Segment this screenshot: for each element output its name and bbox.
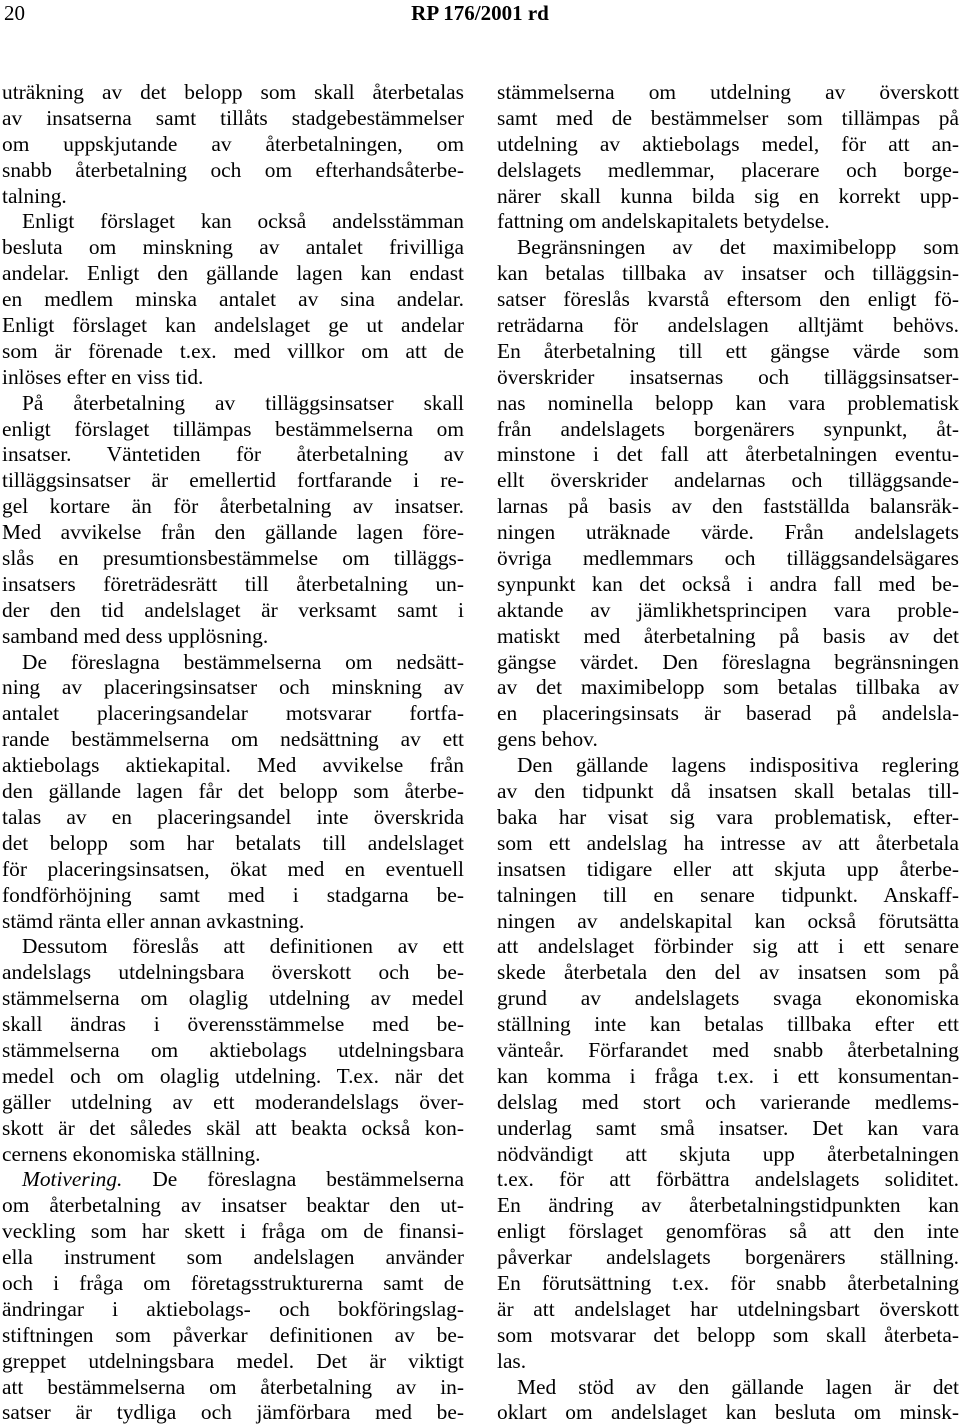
text-line: ändringar i aktiebolags- och bokföringslag- — [2, 1296, 464, 1321]
text-line: stämd ränta eller annan avkastning. — [2, 908, 305, 933]
text-line: uträkning av det belopp som skall återbetalas — [2, 80, 464, 104]
text-line: andelar. Enligt den gällande lagen kan endast — [2, 261, 464, 286]
text-line: om uppskjutande av återbetalningen, om — [2, 131, 464, 156]
text-line: ställning inte kan betalas tillbaka efter ett — [497, 1012, 959, 1037]
text-line: inlöses efter en viss tid. — [2, 364, 204, 389]
text-line: delslag med stort och varierande medlems- — [497, 1089, 959, 1114]
text-line: Med avvikelse från den gällande lagen före- — [2, 520, 464, 545]
text-line: synpunkt kan det också i andra fall med be- — [497, 571, 959, 596]
text-line: skott är det således skäl att beakta också kon- — [2, 1115, 464, 1140]
text-line: som är förenade t.ex. med villkor om att de — [2, 338, 464, 363]
text-line: gens behov. — [497, 727, 598, 752]
text-line: En ändring av återbetalningstidpunkten kan — [497, 1193, 959, 1218]
left-column-text — [2, 80, 464, 1426]
motivering-line — [2, 1167, 464, 1193]
text-line: antalet placeringsandelar motsvarar fortfa- — [2, 701, 464, 726]
text-line: gel kortare än för återbetalning av insatser. — [2, 494, 464, 519]
text-line: insatsen tidigare eller att skjuta upp återbe- — [497, 856, 959, 881]
text-line: En förutsättning t.ex. för snabb återbetalning — [497, 1270, 959, 1295]
text-line: vänteår. Förfarandet med snabb återbetalning — [497, 1037, 959, 1062]
text-line: talningen till en senare tidpunkt. Anskaff- — [497, 882, 959, 907]
text-line: baka har visat sig vara problematisk, efter- — [497, 804, 959, 829]
page-header — [0, 0, 960, 32]
text-line: Den gällande lagens indispositiva reglering — [517, 753, 959, 778]
text-line: Enligt förslaget kan också andelsstämman — [22, 209, 464, 234]
text-line: medel och om olaglig utdelning. T.ex. när det — [2, 1063, 464, 1088]
text-line: fattning om andelskapitalets betydelse. — [497, 209, 830, 234]
text-line: t.ex. för att förbättra andelslagets soliditet. — [497, 1167, 959, 1192]
text-line: och i fråga om företagsstrukturerna samt de — [2, 1270, 464, 1295]
text-line: påverkar andelslagets borgenärers ställning. — [497, 1245, 959, 1270]
text-line: stiftningen som påverkar definitionen av be- — [2, 1322, 464, 1347]
text-line: att andelslaget förbinder sig att i ett senare — [497, 934, 959, 959]
text-line: insatsers företrädesrätt till återbetalning un- — [2, 571, 464, 596]
text-line: matiskt med återbetalning på basis av det — [497, 623, 959, 648]
text-line: som ett andelslag ha intresse av att återbetala — [497, 830, 959, 855]
text-line: andelslags utdelningsbara överskott och be- — [2, 960, 464, 985]
text-line: minstone i det fall att återbetalningen eventu- — [497, 442, 959, 467]
text-line: Begränsningen av det maximibelopp som — [517, 235, 959, 260]
text-line: reträdarna för andelslagen alltjämt behövs. — [497, 313, 959, 338]
text-line: skede återbetala den del av insatsen som på — [497, 960, 959, 985]
text-line: snabb återbetalning och om efterhandsåterbe- — [2, 157, 464, 182]
text-line: grund av andelslagets svaga ekonomiska — [497, 986, 959, 1011]
text-line: av insatserna samt tillåts stadgebestämmelser — [2, 105, 464, 130]
text-line: nödvändigt att skjuta upp återbetalningen — [497, 1141, 959, 1166]
text-line: den gällande lagen får det belopp som återbe- — [2, 779, 464, 804]
text-line: ning av placeringsinsatser och minskning av — [2, 675, 464, 700]
text-line: för placeringsinsatsen, ökat med en eventuell — [2, 856, 464, 881]
text-line: delslagets medlemmar, placerare och borge- — [497, 157, 959, 182]
text-line: kan komma i fråga t.ex. i ett konsumentan- — [497, 1063, 959, 1088]
text-line: ningen uträknade värde. Från andelslagets — [497, 520, 959, 545]
text-line: aktiebolags aktiekapital. Med avvikelse från — [2, 753, 464, 778]
text-line: enligt förslaget genomföras så att den inte — [497, 1219, 959, 1244]
text-line: ningen av andelskapital kan också förutsätta — [497, 908, 959, 933]
text-line: ella instrument som andelslagen använder — [2, 1245, 464, 1270]
text-line: greppet utdelningsbara medel. Det är viktigt — [2, 1348, 464, 1373]
text-line: besluta om minskning av antalet frivilliga — [2, 235, 464, 260]
text-line: gängse värdet. Den föreslagna begränsningen — [497, 649, 959, 674]
text-line: stämmelserna om olaglig utdelning av medel — [2, 986, 464, 1011]
text-line: av det maximibelopp som betalas tillbaka av — [497, 675, 959, 700]
text-line: talas av en placeringsandel inte överskrida — [2, 804, 464, 829]
text-line: insatser. Väntetiden för återbetalning av — [2, 442, 464, 467]
text-line: som motsvarar det belopp som skall återbeta- — [497, 1322, 959, 1347]
text-line: De föreslagna bestämmelserna om nedsätt- — [22, 649, 464, 674]
text-line: der den tid andelslaget är verksamt samt i — [2, 597, 464, 622]
text-line: rande bestämmelserna om nedsättning av ett — [2, 727, 464, 752]
text-line: om återbetalning av insatser beaktar den ut- — [2, 1193, 464, 1218]
right-column-text — [497, 80, 959, 1426]
text-line: oklart om andelslaget kan besluta om minsk- — [497, 1400, 959, 1425]
text-line: närer skall kunna bilda sig en korrekt upp- — [497, 183, 959, 208]
text-line: underlag samt små insatser. Det kan vara — [497, 1115, 959, 1140]
text-line: Dessutom föreslås att definitionen av ett — [22, 934, 464, 959]
text-line: larnas på basis av den fastställda balansräk- — [497, 494, 959, 519]
motivering-text: De föreslagna bestämmelserna — [122, 1167, 464, 1192]
text-line: en medlem minska antalet av sina andelar. — [2, 287, 464, 312]
text-line: Enligt förslaget kan andelslaget ge ut andelar — [2, 313, 464, 338]
text-line: satser är tydliga och jämförbara med be- — [2, 1400, 464, 1425]
text-line: aktande av jämlikhetsprincipen vara proble- — [497, 597, 959, 622]
text-line: utdelning av aktiebolags medel, för att an- — [497, 131, 959, 156]
text-line: fondförhöjning samt med i stadgarna be- — [2, 882, 464, 907]
text-line: cernens ekonomiska ställning. — [2, 1141, 261, 1166]
motivering-heading: Motivering. — [22, 1167, 123, 1192]
text-line: från andelslagets borgenärers synpunkt, åt- — [497, 416, 959, 441]
text-line: nas nominella belopp kan vara problematisk — [497, 390, 959, 415]
right-column — [497, 80, 959, 1425]
text-line: På återbetalning av tilläggsinsatser skall — [22, 390, 464, 415]
text-line: är att andelslaget har utdelningsbart överskott — [497, 1296, 959, 1321]
page-number: 20 — [4, 1, 25, 25]
text-line: samband med dess upplösning. — [2, 623, 269, 648]
text-line: talning. — [2, 183, 67, 208]
document-id: RP 176/2001 rd — [411, 1, 549, 25]
text-line: tilläggsinsatser är emellertid fortfarande i re- — [2, 468, 464, 493]
text-line: kan betalas tillbaka av insatser och tilläggsin- — [497, 261, 959, 286]
text-line: övriga medlemmars och tilläggsandelsägares — [497, 546, 959, 571]
text-line: stämmelserna om aktiebolags utdelningsbara — [2, 1037, 464, 1062]
text-line: las. — [497, 1348, 527, 1373]
text-line: Med stöd av den gällande lagen är det — [517, 1374, 959, 1399]
text-line: att bestämmelserna om återbetalning av in- — [2, 1374, 464, 1399]
left-column — [2, 80, 464, 1425]
text-line: En återbetalning till ett gängse värde som — [497, 338, 959, 363]
text-line: en placeringsinsats är baserad på andelsla- — [497, 701, 959, 726]
text-line: skall ändras i överensstämmelse med be- — [2, 1012, 464, 1037]
text-line: samt med de bestämmelser som tillämpas på — [497, 105, 959, 130]
text-line: satser föreslås kvarstå eftersom den enligt fö- — [497, 287, 959, 312]
text-line: enligt förslaget tillämpas bestämmelserna om — [2, 416, 464, 441]
text-line: av den tidpunkt då insatsen skall betalas till- — [497, 779, 959, 804]
text-line: det belopp som har betalats till andelslaget — [2, 830, 464, 855]
text-line: slås en presumtionsbestämmelse om tilläggs- — [2, 546, 464, 571]
text-line: gäller utdelning av ett moderandelslags över- — [2, 1089, 464, 1114]
text-line: stämmelserna om utdelning av överskott — [497, 80, 959, 104]
text-line: veckling som har skett i fråga om de finansi- — [2, 1219, 464, 1244]
text-line: överskrider insatsernas och tilläggsinsatser- — [497, 364, 959, 389]
text-line: ellt överskrider andelarnas och tilläggsande- — [497, 468, 959, 493]
